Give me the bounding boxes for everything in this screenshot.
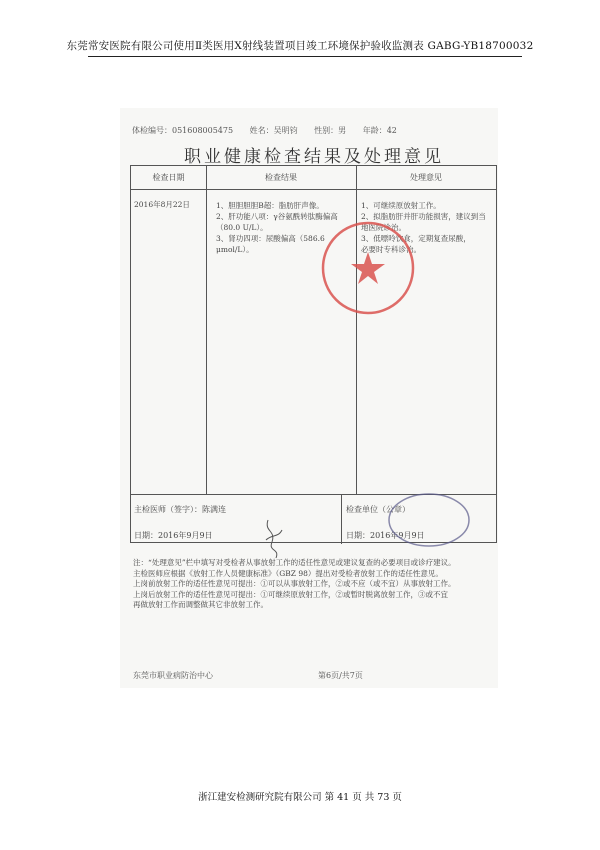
col-divider: [356, 166, 357, 494]
footer-divider: [341, 494, 342, 544]
patient-sex: 性别：男: [314, 126, 347, 135]
opinion-line: 2、拟脂肪肝并肝功能损害，建议到当: [361, 212, 486, 221]
result-line: （80.0 U/L）。: [216, 223, 268, 232]
page-header: 东莞常安医院有限公司使用Ⅱ类医用X射线装置项目竣工环境保护验收监测表 GABG-YB18700032: [66, 40, 534, 52]
sign-date-label: 日期：: [134, 531, 158, 540]
record-title: 职业健康检查结果及处理意见: [184, 147, 444, 167]
result-line: 3、肾功四项：尿酸偏高（586.6: [216, 234, 325, 243]
header-rule-row: [131, 189, 496, 190]
result-line: 2、肝功能八项：γ谷氨酰转肽酶偏高: [216, 212, 338, 221]
result-line: μmol/L）。: [216, 245, 254, 254]
issuing-org: 东莞市职业病防治中心: [133, 671, 213, 680]
record-page-number: 第6页/共7页: [318, 671, 363, 680]
col-divider: [206, 166, 207, 494]
result-table: [130, 165, 497, 543]
exam-number: 体检编号：051608005475: [132, 126, 234, 135]
result-line: 1、胆胆胆胆B超：脂肪肝声像。: [216, 201, 324, 210]
patient-age: 年龄：42: [362, 126, 397, 135]
note-line: 注：“处理意见”栏中填写对受检者从事放射工作的适任性意见或建议复查的必要项目或诊疗建议。: [133, 558, 456, 567]
opinion-line: 3、低嘌呤饮食，定期复查尿酸，: [361, 234, 471, 243]
header-rule: [88, 56, 522, 57]
note-line: 再做放射工作而调整做其它非放射工作。: [133, 600, 268, 609]
notes: [133, 558, 456, 611]
record-meta: [132, 125, 411, 136]
hospital-seal: [318, 218, 418, 318]
note-line: 上岗后放射工作的适任性意见可提出：①可继续原放射工作，②或暂时脱离放射工作，③或不宜: [133, 589, 448, 599]
doctor-label: 主检医师（签字）：: [134, 505, 202, 514]
sign-date: [134, 530, 213, 541]
col-header-result: 检查结果: [265, 173, 297, 182]
note-line: 主检医师应根据《放射工作人员健康标准》（GBZ 98）提出对受检者放射工作的适任性意见。: [133, 568, 443, 578]
col-header-opinion: 处理意见: [410, 173, 442, 182]
unit-date-value: 2016年9月9日: [370, 531, 425, 540]
page-footer: 浙江建安检测研究院有限公司 第 41 页 共 73 页: [198, 792, 402, 803]
note-line: 上岗前放射工作的适任性意见可提出：①可以从事放射工作，②或不应（或不宜）从事放射工作。: [133, 579, 456, 588]
doctor-signature: [134, 504, 226, 515]
opinion-line: 地医院诊治。: [361, 223, 406, 232]
col-header-date: 检查日期: [152, 173, 185, 182]
signature-scribble: [262, 512, 286, 562]
opinion-line: 1、可继续原放射工作。: [361, 201, 441, 210]
patient-name: 姓名：吴明钧: [249, 126, 298, 135]
unit-stamp-label: 检查单位（公章）: [346, 505, 410, 514]
doctor-name: 陈满连: [202, 505, 226, 514]
exam-date: 2016年8月22日: [134, 200, 190, 209]
sign-date-value: 2016年9月9日: [158, 531, 213, 540]
unit-date-label: 日期：: [346, 531, 370, 540]
clinic-seal: [384, 490, 474, 550]
opinion-line: 必要时专科诊治。: [361, 245, 421, 254]
